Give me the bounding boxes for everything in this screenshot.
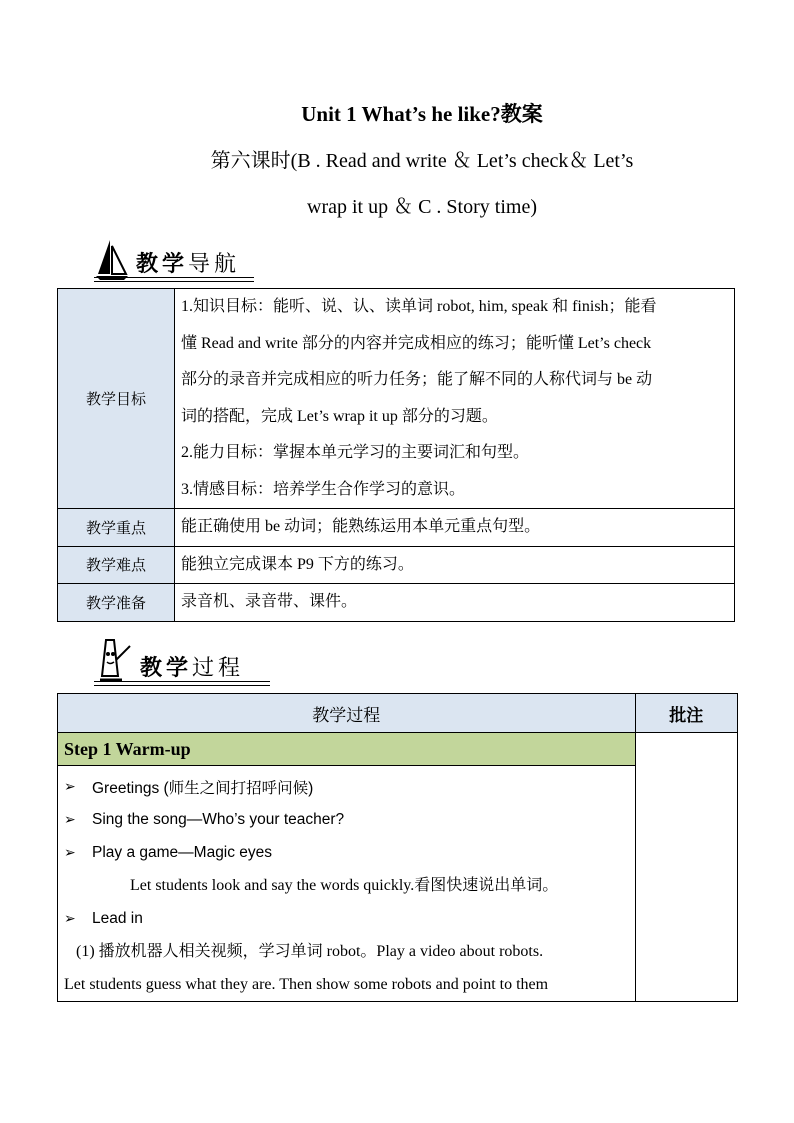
row-label: 教学重点	[58, 509, 175, 547]
arrow-bullet-icon: ➢	[64, 811, 76, 827]
indented-text: Let students look and say the words quickly.看图快速说出单词。	[130, 877, 559, 894]
banner-light-text: 过程	[192, 656, 245, 681]
column-header-notes: 批注	[635, 694, 737, 733]
banner-bold-text: 教学	[140, 656, 193, 681]
section-banner-process	[94, 636, 270, 686]
table-row	[58, 733, 738, 766]
row-value: 能独立完成课本 P9 下方的练习。	[175, 546, 735, 584]
table-header-row	[58, 694, 738, 733]
row-label: 教学准备	[58, 584, 175, 622]
list-item	[64, 803, 629, 836]
list-item	[64, 836, 629, 869]
arrow-bullet-icon: ➢	[64, 778, 76, 794]
teaching-process-table	[57, 693, 738, 1002]
document-subtitle	[0, 138, 794, 230]
list-item	[64, 770, 629, 803]
table-row	[58, 546, 735, 584]
banner-underline	[94, 681, 270, 686]
list-item	[64, 902, 629, 935]
row-label: 教学难点	[58, 546, 175, 584]
notes-cell	[635, 733, 737, 1002]
list-item-text: Sing the song—Who’s your teacher?	[92, 810, 345, 828]
section-banner-navigation	[94, 232, 254, 282]
row-value: 录音机、录音带、课件。	[175, 584, 735, 622]
banner-underline	[94, 277, 254, 282]
arrow-bullet-icon: ➢	[64, 910, 76, 926]
arrow-bullet-icon: ➢	[64, 844, 76, 860]
banner-bold-text: 教学	[136, 252, 189, 277]
row-label: 教学目标	[58, 289, 175, 509]
sailboat-icon	[94, 238, 130, 282]
banner-light-text: 导航	[188, 252, 241, 277]
objective-line: 3.情感目标：培养学生合作学习的意识。	[181, 480, 466, 498]
row-value: 能正确使用 be 动词；能熟练运用本单元重点句型。	[175, 509, 735, 547]
body-text: Let students guess what they are. Then show some robots and point to them	[64, 976, 549, 993]
objective-line: 词的搭配，完成 Let’s wrap it up 部分的习题。	[181, 407, 498, 425]
objective-line: 部分的录音并完成相应的听力任务；能了解不同的人称代词与 be 动	[181, 371, 653, 388]
indented-text: (1) 播放机器人相关视频，学习单词 robot。Play a video about robots.	[76, 943, 544, 960]
objective-line: 2.能力目标：掌握本单元学习的主要词汇和句型。	[181, 444, 530, 461]
banner-label	[140, 651, 244, 682]
objective-line: 1.知识目标：能听、说、认、读单词 robot, him, speak 和 finish；能看	[181, 298, 657, 315]
table-row	[58, 584, 735, 622]
column-header-process: 教学过程	[58, 694, 636, 733]
table-row	[58, 289, 735, 509]
subtitle-line-2: wrap it up ＆ C . Story time)	[307, 196, 537, 218]
list-item-text: Play a game—Magic eyes	[92, 843, 273, 861]
step-content	[58, 766, 636, 1002]
subtitle-line-1: 第六课时(B . Read and write ＆ Let’s check＆ Let’s	[210, 150, 634, 172]
step-heading: Step 1 Warm-up	[58, 733, 636, 766]
row-value	[175, 289, 735, 509]
banner-label	[136, 247, 240, 278]
objective-line: 懂 Read and write 部分的内容并完成相应的练习；能听懂 Let’s check	[181, 334, 652, 352]
document-title: Unit 1 What’s he like?教案	[301, 102, 543, 126]
teaching-objectives-table	[57, 288, 735, 622]
table-row	[58, 509, 735, 547]
list-item-text: Lead in	[92, 909, 143, 927]
list-item-text: Greetings (师生之间打招呼问候)	[92, 779, 314, 797]
pencil-character-icon	[94, 636, 134, 686]
